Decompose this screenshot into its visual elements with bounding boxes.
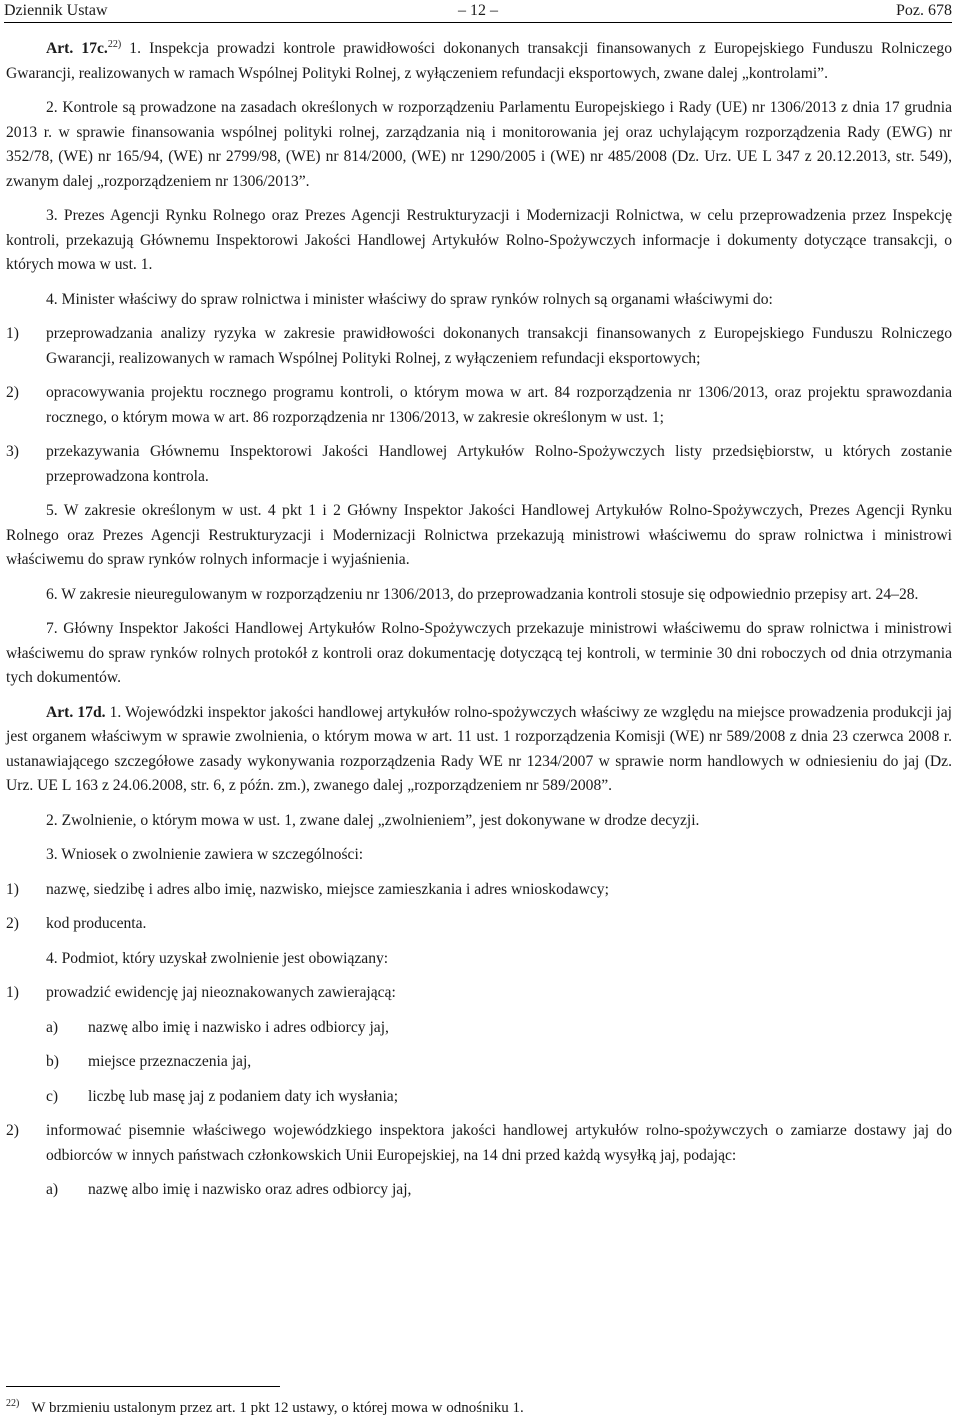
sub-item-text: miejsce przeznaczenia jaj, <box>88 1053 252 1070</box>
position-number: Poz. 678 <box>896 2 952 19</box>
sub-item-letter: c) <box>46 1087 59 1105</box>
item-number: 1) <box>6 984 19 1001</box>
art17d-paragraph-4: 4. Podmiot, który uzyskał zwolnienie jest obowiązany: <box>46 949 389 967</box>
art17d-p4-item-2 <box>6 1119 952 1168</box>
art17d-paragraph-2: 2. Zwolnienie, o którym mowa w ust. 1, zwane dalej „zwolnieniem”, jest dokonywane w drodze decyzji. <box>46 811 700 829</box>
item-text: przekazywania Głównemu Inspektorowi Jakości Handlowej Artykułów Rolno-Spożywczych listy przedsiębiorstw, u których zostanie przeprowadzona kontrola. <box>46 443 952 485</box>
sub-item-text: liczbę lub masę jaj z podaniem daty ich wysłania; <box>88 1087 399 1105</box>
footnote <box>6 1396 952 1420</box>
art17c-label: Art. 17c. <box>46 40 108 57</box>
art17d-p4-item-2-sub-a <box>6 1178 952 1203</box>
item-text: opracowywania projektu rocznego programu kontroli, o którym mowa w art. 84 rozporządzenia nr 1306/2013, oraz projektu sprawozdania rocznego, o którym mowa w art. 86 rozporządzenia nr 1306/2013, w zakresie określonym w ust. 1; <box>46 384 952 426</box>
item-number: 1) <box>6 325 19 342</box>
art17d-p1-text: 1. Wojewódzki inspektor jakości handlowej artykułów rolno-spożywczych właściwy ze względu na miejsce prowadzenia produkcji jaj jest organem właściwym w sprawie zwolnienia, o którym mowa w art. 11 ust. 1 rozporządzenia Komisji (WE) nr 589/2008 z dnia 23 czerwca 2008 r. ustanawiającego szczegółowe zasady wykonywania rozporządzenia Rady WE nr 1234/2007 w sprawie norm handlowych w odniesieniu do jaj (Dz. Urz. UE L 163 z 24.06.2008, str. 6, z późn. zm.), zwanego dalej „rozporządzeniem nr 589/2008”. <box>6 703 952 794</box>
page-number: – 12 – <box>458 2 498 19</box>
sub-item-letter: a) <box>46 1018 59 1036</box>
art17c-p1-text: 1. Inspekcja prowadzi kontrole prawidłowości dokonanych transakcji finansowanych z Europejskiego Funduszu Rolniczego Gwarancji, realizowanych w ramach Wspólnej Polityki Rolnej, z wyłączeniem refundacji eksportowych, zwane dalej „kontrolami”. <box>6 40 952 82</box>
art17d-p4-item-1-sub-b <box>6 1050 952 1075</box>
journal-title: Dziennik Ustaw <box>4 2 108 19</box>
item-number: 3) <box>6 443 19 460</box>
art17c-paragraph-3: 3. Prezes Agencji Rynku Rolnego oraz Prezes Agencji Restrukturyzacji i Modernizacji Rolnictwa, w celu przeprowadzenia przez Inspekcję kontroli, przekazują Głównemu Inspektorowi Jakości Handlowej Artykułów Rolno-Spożywczych informacje i dokumenty dotyczące transakcji, o których mowa w ust. 1. <box>6 207 952 273</box>
art17c-paragraph-7: 7. Główny Inspektor Jakości Handlowej Artykułów Rolno-Spożywczych przekazuje ministrowi właściwemu do spraw rolnictwa i ministrowi właściwemu do spraw rynków rolnych protokół z kontroli oraz dokumentację dotyczącą tej kontroli, w terminie 30 dni roboczych od dnia otrzymania tych dokumentów. <box>6 620 952 686</box>
page-header <box>4 0 952 23</box>
art17d-p3-item-2 <box>6 912 952 937</box>
art17c-paragraph-5: 5. W zakresie określonym w ust. 4 pkt 1 i 2 Główny Inspektor Jakości Handlowej Artykułów Rolno-Spożywczych, Prezes Agencji Rynku Rolnego oraz Prezes Agencji Restrukturyzacji i Modernizacji Rolnictwa przekazują ministrowi właściwemu do spraw rolnictwa i ministrowi właściwemu do spraw rynków rolnych informacje i wyjaśnienia. <box>6 502 952 568</box>
footnote-text: W brzmieniu ustalonym przez art. 1 pkt 12 ustawy, o której mowa w odnośniku 1. <box>31 1400 524 1416</box>
sub-item-text: nazwę albo imię i nazwisko i adres odbiorcy jaj, <box>88 1018 389 1036</box>
item-number: 2) <box>6 915 19 932</box>
item-text: kod producenta. <box>46 915 147 932</box>
art17c-p4-item-2 <box>6 381 952 430</box>
art17d-paragraph-3: 3. Wniosek o zwolnienie zawiera w szczególności: <box>46 846 364 863</box>
sub-item-letter: a) <box>46 1181 59 1198</box>
footnote-separator <box>6 1386 280 1387</box>
art17c-paragraph-1 <box>6 37 952 86</box>
art17d-label: Art. 17d. <box>46 703 106 721</box>
item-text: nazwę, siedzibę i adres albo imię, nazwisko, miejsce zamieszkania i adres wnioskodawcy; <box>46 880 609 898</box>
document-body <box>6 37 952 1213</box>
item-number: 2) <box>6 1122 19 1139</box>
art17d-p3-item-1 <box>6 878 952 903</box>
item-text: przeprowadzania analizy ryzyka w zakresie prawidłowości dokonanych transakcji finansowanych z Europejskiego Funduszu Rolniczego Gwarancji, realizowanych w ramach Wspólnej Polityki Rolnej, z wyłączeniem refundacji eksportowych; <box>46 325 952 367</box>
art17d-paragraph-1 <box>6 701 952 799</box>
art17c-p4-item-3 <box>6 440 952 489</box>
art17c-paragraph-6: 6. W zakresie nieuregulowanym w rozporządzeniu nr 1306/2013, do przeprowadzania kontroli stosuje się odpowiednio przepisy art. 24–28. <box>46 585 919 603</box>
art17c-paragraph-2: 2. Kontrole są prowadzone na zasadach określonych w rozporządzeniu Parlamentu Europejskiego i Rady (UE) nr 1306/2013 z dnia 17 grudnia 2013 r. w sprawie finansowania wspólnej polityki rolnej, zarządzania nią i monitorowania jej oraz uchylającym rozporządzenia Rady (EWG) nr 352/78, (WE) nr 165/94, (WE) nr 2799/98, (WE) nr 814/2000, (WE) nr 1290/2005 i (WE) nr 485/2008 (Dz. Urz. UE L 347 z 20.12.2013, str. 549), zwanym dalej „rozporządzeniem nr 1306/2013”. <box>6 99 952 190</box>
sub-item-text: nazwę albo imię i nazwisko oraz adres odbiorcy jaj, <box>88 1181 412 1198</box>
item-number: 1) <box>6 880 19 898</box>
art17d-p4-item-1-sub-a <box>6 1016 952 1041</box>
art17c-p4-item-1 <box>6 322 952 371</box>
art17d-p4-item-1-sub-c <box>6 1085 952 1110</box>
item-number: 2) <box>6 384 19 401</box>
art17c-paragraph-4: 4. Minister właściwy do spraw rolnictwa i minister właściwy do spraw rynków rolnych są organami właściwymi do: <box>46 290 773 308</box>
sub-item-letter: b) <box>46 1053 59 1070</box>
footnote-ref: 22) <box>107 39 122 50</box>
item-text: informować pisemnie właściwego wojewódzkiego inspektora jakości handlowej artykułów rolno-spożywczych o zamiarze dostawy jaj do odbiorców w innych państwach członkowskich Unii Europejskiej, na 14 dni przed każdą wysyłką jaj, podając: <box>46 1122 952 1164</box>
item-text: prowadzić ewidencję jaj nieoznakowanych zawierającą: <box>46 984 396 1001</box>
footnote-number: 22) <box>6 1398 20 1409</box>
art17d-p4-item-1 <box>6 981 952 1006</box>
